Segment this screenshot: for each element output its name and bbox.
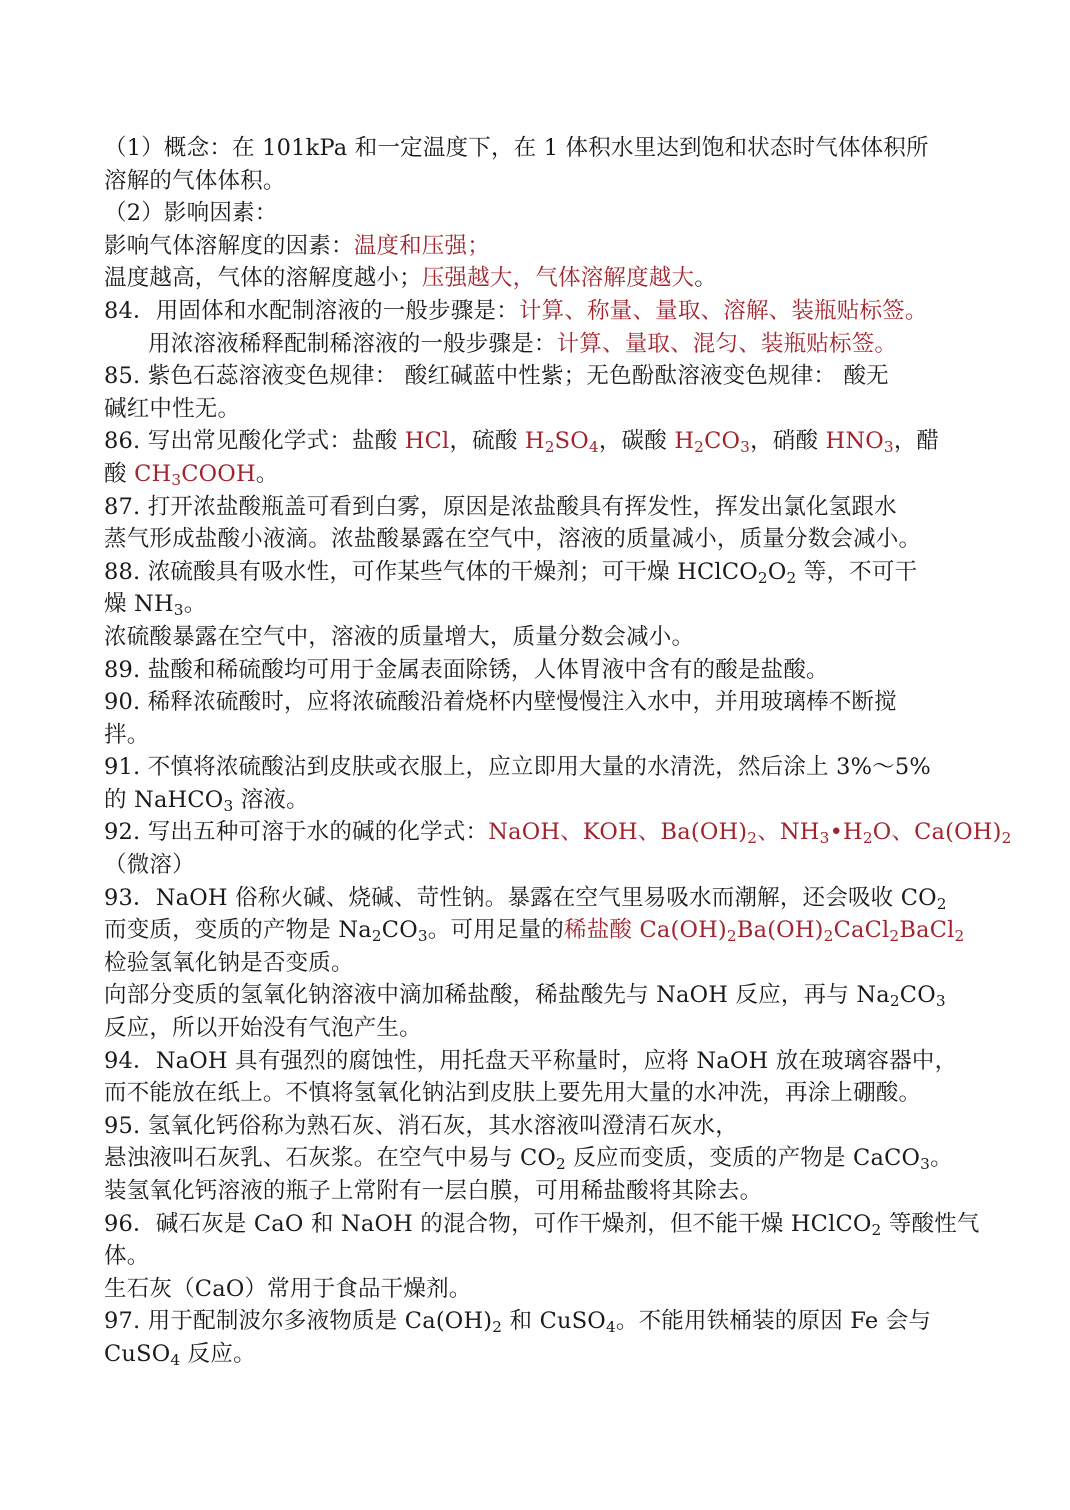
highlight-run: 温度和压强；	[353, 232, 490, 259]
text-line-38	[104, 1338, 974, 1371]
subscript: 3	[417, 927, 428, 946]
text-run: 生石灰（CaO）常用于食品干燥剂。	[104, 1275, 472, 1302]
text-line-7	[104, 328, 974, 361]
subscript: 3	[173, 601, 184, 620]
text-run: CO	[899, 982, 936, 1009]
subscript: 2	[889, 992, 900, 1011]
text-run: 等，不可干	[796, 558, 918, 585]
highlight-run: NaOH、KOH、Ba(OH)	[488, 819, 748, 846]
subscript: 2	[786, 568, 797, 587]
text-run: （微溶）	[104, 852, 195, 879]
subscript: 2	[862, 829, 873, 848]
text-line-8	[104, 360, 974, 393]
highlight-run: O、Ca(OH)	[872, 819, 1002, 846]
text-run: 97. 用于配制波尔多液物质是 Ca(OH)	[104, 1308, 493, 1335]
text-line-12	[104, 491, 974, 524]
text-line-33	[104, 1175, 974, 1208]
text-line-26	[104, 947, 974, 980]
text-run: 碱红中性无。	[104, 395, 241, 422]
subscript: 2	[726, 927, 737, 946]
text-run: 88. 浓硫酸具有吸水性，可作某些气体的干燥剂；可干燥 HClCO	[104, 558, 758, 585]
text-run: ，硫酸	[449, 428, 525, 455]
text-run: 而不能放在纸上。不慎将氢氧化钠沾到皮肤上要先用大量的水冲洗，再涂上硼酸。	[104, 1080, 922, 1107]
text-line-34	[104, 1208, 980, 1241]
text-line-30	[104, 1077, 974, 1110]
text-run: 等酸性气	[881, 1210, 980, 1237]
text-line-31	[104, 1110, 974, 1143]
text-run: 。可用足量的	[427, 917, 564, 944]
text-run: 。不能用铁桶装的原因 Fe 会与	[615, 1308, 932, 1335]
highlight-run: H	[524, 428, 545, 455]
text-run: 向部分变质的氢氧化钠溶液中滴加稀盐酸，稀盐酸先与 NaOH 反应，再与 Na	[104, 982, 890, 1009]
text-run: 反应，所以开始没有气泡产生。	[104, 1015, 422, 1042]
text-line-15	[104, 588, 974, 621]
text-run: 。	[255, 460, 279, 487]
text-line-18	[104, 686, 974, 719]
subscript: 2	[747, 829, 758, 848]
highlight-run: SO	[554, 428, 589, 455]
subscript: 3	[740, 438, 751, 457]
text-line-28	[104, 1012, 974, 1045]
text-run: 浓硫酸暴露在空气中，溶液的质量增大，质量分数会减小。	[104, 623, 695, 650]
document-page	[104, 132, 1012, 1371]
text-line-37	[104, 1305, 974, 1338]
subscript: 3	[171, 470, 182, 489]
text-run: 拌。	[104, 721, 150, 748]
text-run: 89. 盐酸和稀硫酸均可用于金属表面除锈，人体胃液中含有的酸是盐酸。	[104, 656, 829, 683]
subscript: 2	[556, 1155, 566, 1174]
text-run: （2）影响因素：	[104, 200, 278, 227]
text-line-11	[104, 458, 974, 491]
text-run: CO	[381, 917, 418, 944]
subscript: 4	[605, 1318, 616, 1337]
text-run: 影响气体溶解度的因素：	[104, 232, 354, 259]
text-line-17	[104, 654, 974, 687]
text-run: 91. 不慎将浓硫酸沾到皮肤或衣服上，应立即用大量的水清洗，然后涂上 3%～5%	[104, 754, 931, 781]
text-line-25	[104, 914, 974, 947]
text-run: CuSO	[104, 1340, 171, 1367]
highlight-run: 压强越大，气体溶解度越大	[421, 265, 695, 292]
text-run: ，醋	[893, 428, 940, 455]
text-run: 体。	[104, 1243, 150, 1270]
subscript: 3	[819, 829, 830, 848]
subscript: 2	[371, 927, 382, 946]
highlight-run: CO	[704, 428, 741, 455]
subscript: 4	[588, 438, 599, 457]
text-run: 92. 写出五种可溶于水的碱的化学式：	[104, 819, 489, 846]
subscript: 2	[889, 927, 900, 946]
text-line-2	[104, 165, 974, 198]
text-line-36	[104, 1273, 974, 1306]
text-line-24	[104, 882, 974, 915]
text-run: 87. 打开浓盐酸瓶盖可看到白雾，原因是浓盐酸具有挥发性，挥发出氯化氢跟水	[104, 493, 897, 520]
text-run: 和 CuSO	[502, 1308, 606, 1335]
text-run: 溶解的气体体积。	[104, 167, 286, 194]
subscript: 3	[883, 438, 894, 457]
text-run: 。	[183, 591, 207, 618]
text-run: 反应而变质，变质的产物是 CaCO	[565, 1145, 921, 1172]
subscript: 3	[920, 1155, 931, 1174]
subscript: 4	[170, 1350, 181, 1369]
text-line-22	[104, 816, 1012, 849]
text-run: 用浓溶液稀释配制稀溶液的一般步骤是：	[148, 330, 557, 357]
text-line-4	[104, 230, 974, 263]
text-run: 。	[930, 1145, 953, 1172]
subscript: 2	[1001, 829, 1012, 848]
text-run: 。	[694, 265, 717, 292]
text-run: 蒸气形成盐酸小液滴。浓盐酸暴露在空气中，溶液的质量减小，质量分数会减小。	[104, 526, 922, 553]
text-run: 装氢氧化钙溶液的瓶子上常附有一层白膜，可用稀盐酸将其除去。	[104, 1178, 763, 1204]
text-line-9	[104, 393, 974, 426]
highlight-run: 计算、量取、混匀、装瓶贴标签。	[556, 330, 898, 357]
text-run: O	[767, 558, 787, 585]
text-run: 而变质，变质的产物是 Na	[104, 917, 372, 944]
text-line-21	[104, 784, 974, 817]
highlight-run: H	[674, 428, 695, 455]
highlight-run: HNO	[825, 428, 884, 455]
text-run: 燥 NH	[104, 591, 174, 618]
subscript: 2	[871, 1220, 882, 1239]
highlight-run: HCl	[404, 428, 450, 455]
highlight-run: •H	[829, 819, 863, 846]
text-run: 84．用固体和水配制溶液的一般步骤是：	[104, 297, 519, 324]
text-run: 酸	[104, 460, 135, 487]
subscript: 2	[492, 1318, 503, 1337]
subscript: 2	[694, 438, 705, 457]
text-run: 90. 稀释浓硫酸时，应将浓硫酸沿着烧杯内壁慢慢注入水中，并用玻璃棒不断搅	[104, 689, 897, 716]
text-run: 94．NaOH 具有强烈的腐蚀性，用托盘天平称量时，应将 NaOH 放在玻璃容器中，	[104, 1047, 958, 1074]
text-line-16	[104, 621, 974, 654]
text-run: 溶液。	[233, 786, 309, 813]
text-line-5	[104, 262, 974, 295]
text-run: 温度越高，气体的溶解度越小；	[104, 265, 422, 292]
highlight-run: Ba(OH)	[736, 917, 824, 944]
subscript: 2	[936, 894, 947, 913]
highlight-run: CH	[134, 460, 172, 487]
text-run: 悬浊液叫石灰乳、石灰浆。在空气中易与 CO	[104, 1145, 557, 1172]
subscript: 3	[935, 992, 946, 1011]
text-line-6	[104, 295, 974, 328]
text-line-20	[104, 751, 974, 784]
text-run: ，碳酸	[598, 428, 675, 455]
highlight-run: BaCl	[899, 917, 955, 944]
text-line-19	[104, 719, 974, 752]
subscript: 3	[223, 796, 234, 815]
text-line-35	[104, 1240, 974, 1273]
text-run: 的 NaHCO	[104, 786, 224, 813]
text-run: 检验氢氧化钠是否变质。	[104, 949, 354, 976]
highlight-run: 、NH	[757, 819, 820, 846]
subscript: 2	[544, 438, 555, 457]
text-line-1	[104, 132, 974, 165]
text-run: 反应。	[180, 1340, 256, 1367]
subscript: 2	[757, 568, 768, 587]
text-line-14	[104, 556, 974, 589]
text-run: （1）概念：在 101kPa 和一定温度下，在 1 体积水里达到饱和状态时气体体积所	[104, 135, 929, 161]
text-line-13	[104, 523, 974, 556]
highlight-run: COOH	[181, 460, 256, 487]
highlight-run: 计算、称量、量取、溶解、装瓶贴标签。	[518, 297, 928, 324]
text-line-29	[104, 1045, 974, 1078]
text-run: 95. 氢氧化钙俗称为熟石灰、消石灰，其水溶液叫澄清石灰水，	[104, 1112, 738, 1139]
text-line-10	[104, 425, 974, 458]
highlight-run: 稀盐酸 Ca(OH)	[564, 917, 727, 944]
highlight-run: CaCl	[833, 917, 890, 944]
text-run: ，硝酸	[750, 428, 826, 455]
text-run: 96．碱石灰是 CaO 和 NaOH 的混合物，可作干燥剂，但不能干燥 HClCO	[104, 1210, 872, 1237]
text-line-3	[104, 197, 974, 230]
text-line-32	[104, 1142, 974, 1175]
text-run: 86. 写出常见酸化学式：盐酸	[104, 428, 405, 455]
text-line-23	[104, 849, 974, 882]
subscript: 2	[954, 927, 965, 946]
text-run: 93．NaOH 俗称火碱、烧碱、苛性钠。暴露在空气里易吸水而潮解，还会吸收 CO	[104, 884, 937, 911]
text-run: 85. 紫色石蕊溶液变色规律： 酸红碱蓝中性紫；无色酚酞溶液变色规律： 酸无	[104, 363, 889, 390]
subscript: 2	[823, 927, 834, 946]
text-line-27	[104, 979, 974, 1012]
